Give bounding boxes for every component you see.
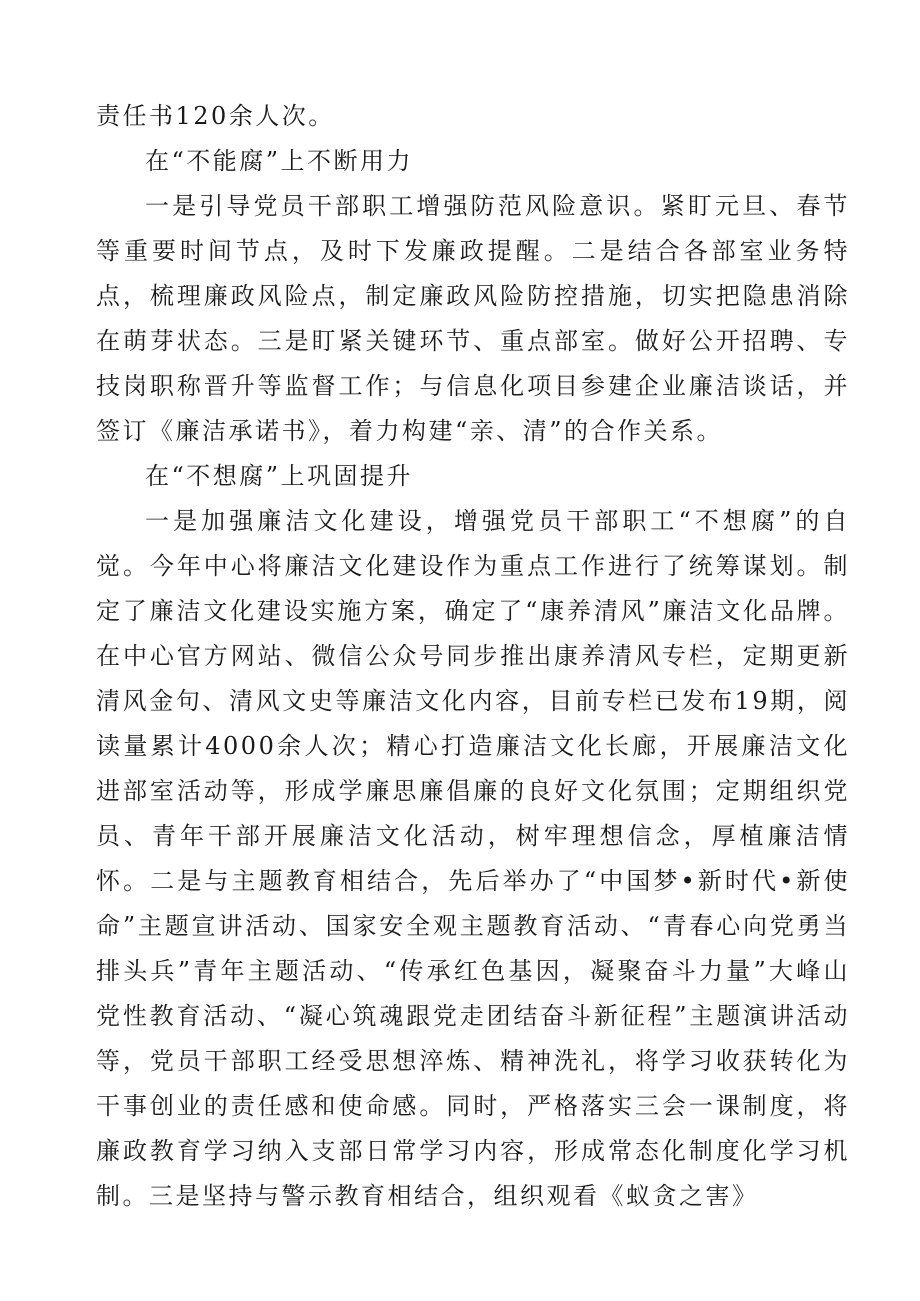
section-heading-buxiang-fu: 在“不想腐”上巩固提升	[145, 462, 414, 490]
paragraph-continuation: 责任书120余人次。	[96, 102, 335, 130]
paragraph-buneng-fu: 一是引导党员干部职工增强防范风险意识。紧盯元旦、春节等重要时间节点，及时下发廉政提醒。二是结合各部室业务特点，梳理廉政风险点，制定廉政风险防控措施，切实把隐患消除在萌芽状态。三是盯紧关键环节、重点部室。做好公开招聘、专技岗职称晋升等监督工作；与信息化项目参建企业廉洁谈话，并签订《廉洁承诺书》，着力构建“亲、清”的合作关系。	[96, 192, 850, 445]
document-body	[96, 94, 850, 1219]
section-heading-buneng-fu: 在“不能腐”上不断用力	[145, 147, 414, 175]
paragraph-buxiang-fu: 一是加强廉洁文化建设，增强党员干部职工“不想腐”的自觉。今年中心将廉洁文化建设作为重点工作进行了统筹谋划。制定了廉洁文化建设实施方案，确定了“康养清风”廉洁文化品牌。在中心官方网站、微信公众号同步推出康养清风专栏，定期更新清风金句、清风文史等廉洁文化内容，目前专栏已发布19期，阅读量累计4000余人次；精心打造廉洁文化长廊，开展廉洁文化进部室活动等，形成学廉思廉倡廉的良好文化氛围；定期组织党员、青年干部开展廉洁文化活动，树牢理想信念，厚植廉洁情怀。二是与主题教育相结合，先后举办了“中国梦•新时代•新使命”主题宣讲活动、国家安全观主题教育活动、“青春心向党勇当排头兵”青年主题活动、“传承红色基因，凝聚奋斗力量”大峰山党性教育活动、“凝心筑魂跟党走团结奋斗新征程”主题演讲活动等，党员干部职工经受思想淬炼、精神洗礼，将学习收获转化为干事创业的责任感和使命感。同时，严格落实三会一课制度，将廉政教育学习纳入支部日常学习内容，形成常态化制度化学习机制。三是坚持与警示教育相结合，组织观看《蚁贪之害》	[96, 507, 850, 1210]
